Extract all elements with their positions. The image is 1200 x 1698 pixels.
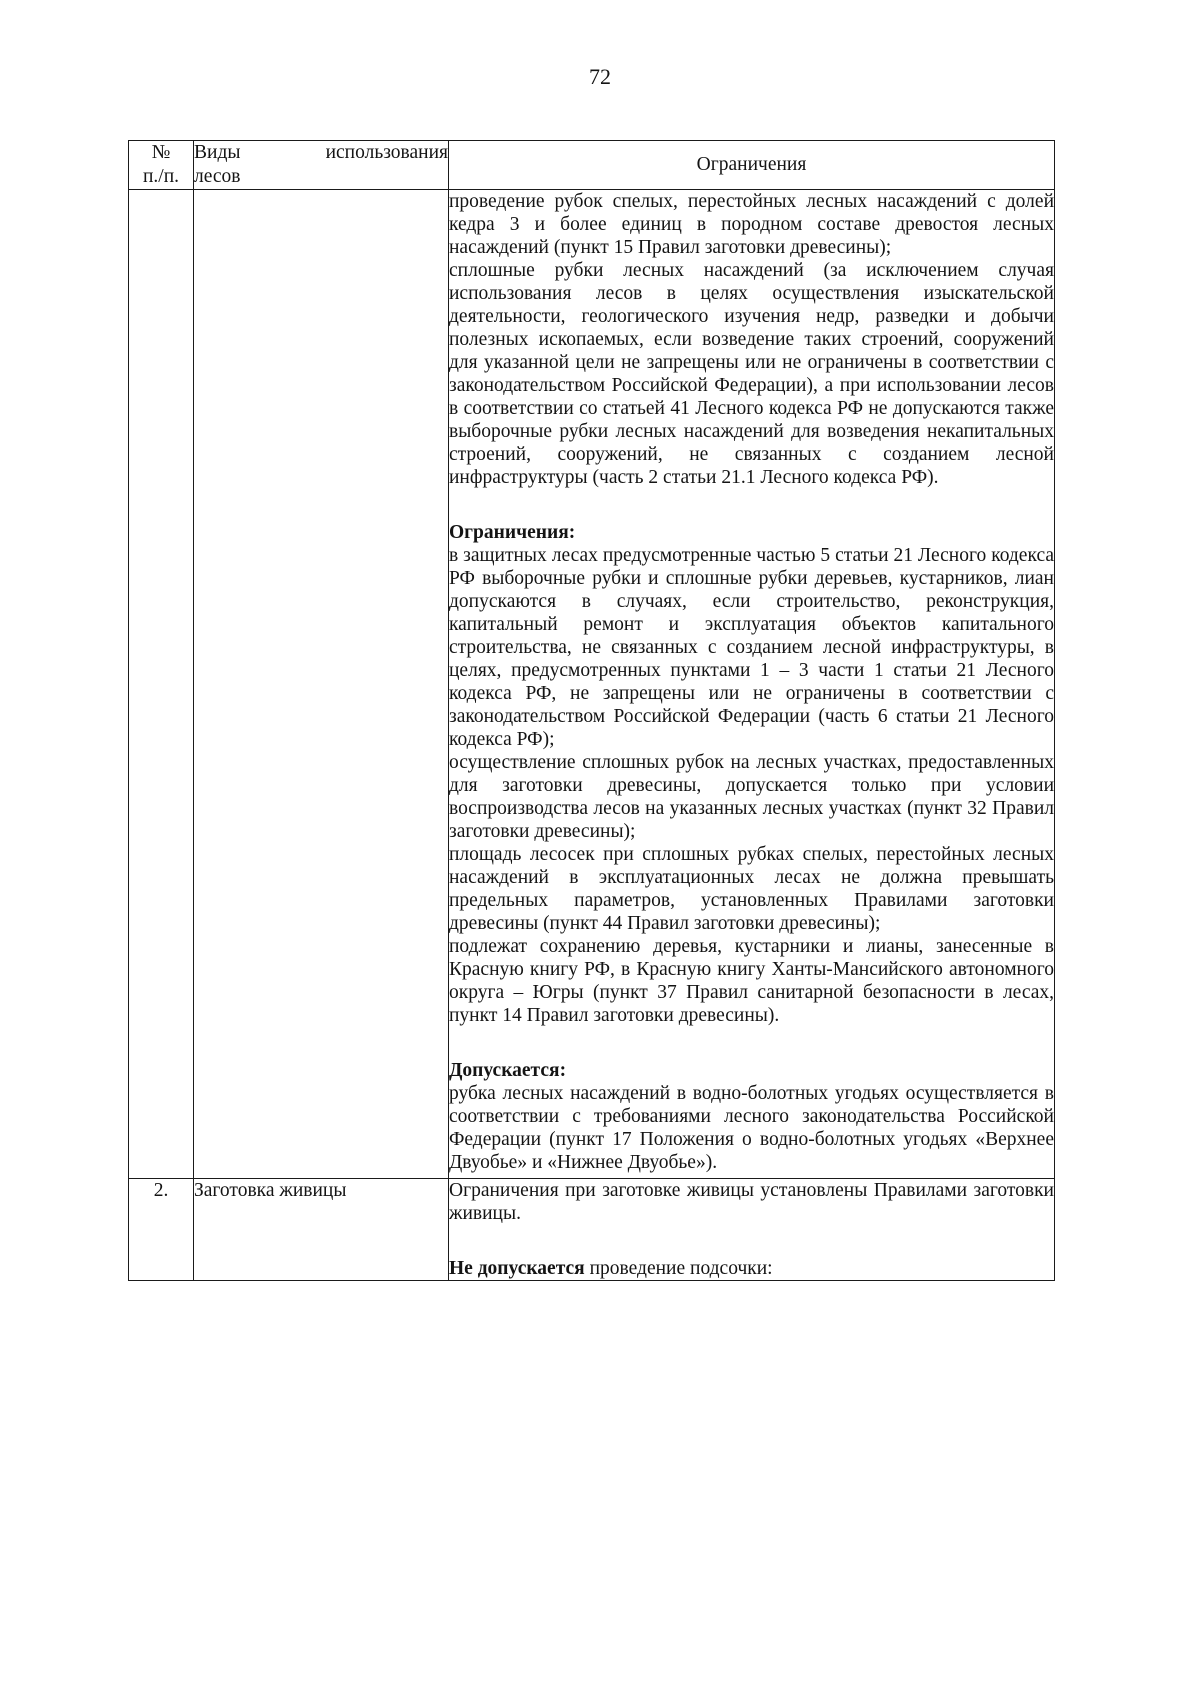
- header-number-line2: п./п.: [142, 166, 180, 187]
- row1-paragraph: проведение рубок спелых, перестойных лесных насаждений с долей кедра 3 и более единиц в породном составе древостоя лесных насаждений (пункт 15 Правил заготовки древесины);: [449, 191, 1054, 258]
- table-row: [129, 1179, 1055, 1281]
- row1-restrictions-cell: [449, 190, 1055, 1179]
- table-header-row: [129, 141, 1055, 190]
- header-restrictions: Ограничения: [449, 141, 1055, 190]
- row2-type-cell: Заготовка живицы: [194, 1179, 449, 1281]
- header-type-line2: лесов: [194, 166, 241, 187]
- header-type-word2: использования: [325, 142, 448, 163]
- row1-paragraph: сплошные рубки лесных насаждений (за исключением случая использования лесов в целях осуществления изыскательской деятельности, геологического изучения недр, разведки и добычи полезных ископаемых, если возведение таких строений, сооружений для указанной цели не запрещены или не ограничены в соответствии с законодательством Российской Федерации), а при использовании лесов в соответствии со статьей 41 Лесного кодекса РФ не допускаются также выборочные рубки лесных насаждений для возведения некапитальных строений, сооружений, не связанных с созданием лесной инфраструктуры (часть 2 статьи 21.1 Лесного кодекса РФ).: [449, 260, 1054, 488]
- table-row: [129, 190, 1055, 1179]
- row1-paragraph: осуществление сплошных рубок на лесных участках, предоставленных для заготовки древесины, допускается только при условии воспроизводства лесов на указанных лесных участках (пункт 32 Правил заготовки древесины);: [449, 752, 1054, 842]
- header-type-word1: Виды: [194, 142, 241, 163]
- row1-type-cell: [194, 190, 449, 1179]
- header-number: [129, 141, 194, 190]
- row1-paragraph: подлежат сохранению деревья, кустарники и лианы, занесенные в Красную книгу РФ, в Красную книгу Ханты-Мансийского автономного округа – Югры (пункт 37 Правил санитарной безопасности в лесах, пункт 14 Правил заготовки древесины).: [449, 936, 1054, 1026]
- restrictions-table: [128, 140, 1055, 1281]
- not-allowed-text: проведение подсочки:: [584, 1258, 773, 1279]
- restrictions-heading: Ограничения:: [449, 522, 576, 543]
- header-number-line1: №: [151, 142, 171, 163]
- row2-not-allowed-line: [449, 1257, 1054, 1280]
- row2-number-cell: 2.: [129, 1179, 194, 1281]
- row1-paragraph: в защитных лесах предусмотренные частью 5 статьи 21 Лесного кодекса РФ выборочные рубки и сплошные рубки деревьев, кустарников, лиан допускаются в случаях, если строительство, реконструкция, капитальный ремонт и эксплуатация объектов капитального строительства, не связанных с созданием лесной инфраструктуры, в целях, предусмотренных пунктами 1 – 3 части 1 статьи 21 Лесного кодекса РФ, не запрещены или не ограничены в соответствии с законодательством Российской Федерации (часть 6 статьи 21 Лесного кодекса РФ);: [449, 545, 1054, 750]
- not-allowed-label: Не допускается: [449, 1258, 585, 1279]
- row2-paragraph: Ограничения при заготовке живицы установлены Правилами заготовки живицы.: [449, 1180, 1054, 1224]
- row2-restrictions-cell: [449, 1179, 1055, 1281]
- row1-paragraph: рубка лесных насаждений в водно-болотных угодьях осуществляется в соответствии с требованиями лесного законодательства Российской Федерации (пункт 17 Положения о водно-болотных угодьях «Верхнее Двуобье» и «Нижнее Двуобье»).: [449, 1083, 1054, 1173]
- page-number: 72: [589, 64, 611, 89]
- row1-number-cell: [129, 190, 194, 1179]
- allowed-heading: Допускается:: [449, 1060, 567, 1081]
- row1-paragraph: площадь лесосек при сплошных рубках спелых, перестойных лесных насаждений в эксплуатационных лесах не должна превышать предельных параметров, установленных Правилами заготовки древесины (пункт 44 Правил заготовки древесины);: [449, 844, 1054, 934]
- header-forest-use-type: [194, 141, 449, 190]
